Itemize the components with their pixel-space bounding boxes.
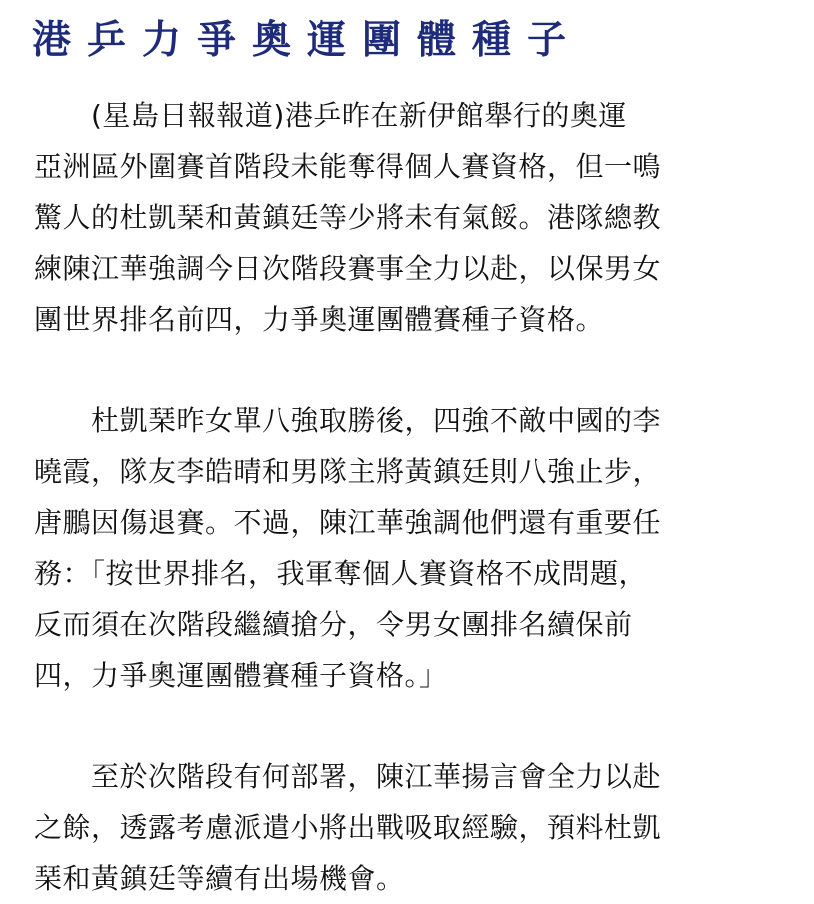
text-line: 四，力爭奧運團體賽種子資格。」 xyxy=(34,659,448,692)
text-line: 務：「按世界排名，我軍奪個人賽資格不成問題， xyxy=(34,557,648,590)
paragraph-1 xyxy=(34,90,794,345)
text-line: 杜凱琹昨女單八強取勝後，四強不敵中國的李 xyxy=(34,404,662,437)
text-line: 亞洲區外圍賽首階段未能奪得個人賽資格，但一鳴 xyxy=(34,150,662,183)
text-line: 驚人的杜凱琹和黃鎮廷等少將未有氣餒。港隊總教 xyxy=(34,201,662,234)
text-line: 唐鵬因傷退賽。不過，陳江華強調他們還有重要任 xyxy=(34,506,662,539)
paragraph-2 xyxy=(34,395,794,701)
article-body xyxy=(34,90,794,904)
text-line: 團世界排名前四，力爭奧運團體賽種子資格。 xyxy=(34,303,605,336)
text-line: 曉霞，隊友李皓晴和男隊主將黃鎮廷則八強止步， xyxy=(34,455,662,488)
article-headline: 港乒力爭奧運團體種子 xyxy=(32,18,583,63)
text-line: 至於次階段有何部署，陳江華揚言會全力以赴 xyxy=(34,760,662,793)
text-line: (星島日報報道)港乒昨在新伊館舉行的奧運 xyxy=(34,99,627,132)
paragraph-spacer xyxy=(34,701,794,751)
text-line: 練陳江華強調今日次階段賽事全力以赴，以保男女 xyxy=(34,252,662,285)
paragraph-3 xyxy=(34,751,794,904)
text-line: 之餘，透露考慮派遣小將出戰吸取經驗，預料杜凱 xyxy=(34,811,662,844)
text-line: 琹和黃鎮廷等續有出場機會。 xyxy=(34,862,405,895)
text-line: 反而須在次階段繼續搶分，令男女團排名續保前 xyxy=(34,608,633,641)
paragraph-spacer xyxy=(34,345,794,395)
